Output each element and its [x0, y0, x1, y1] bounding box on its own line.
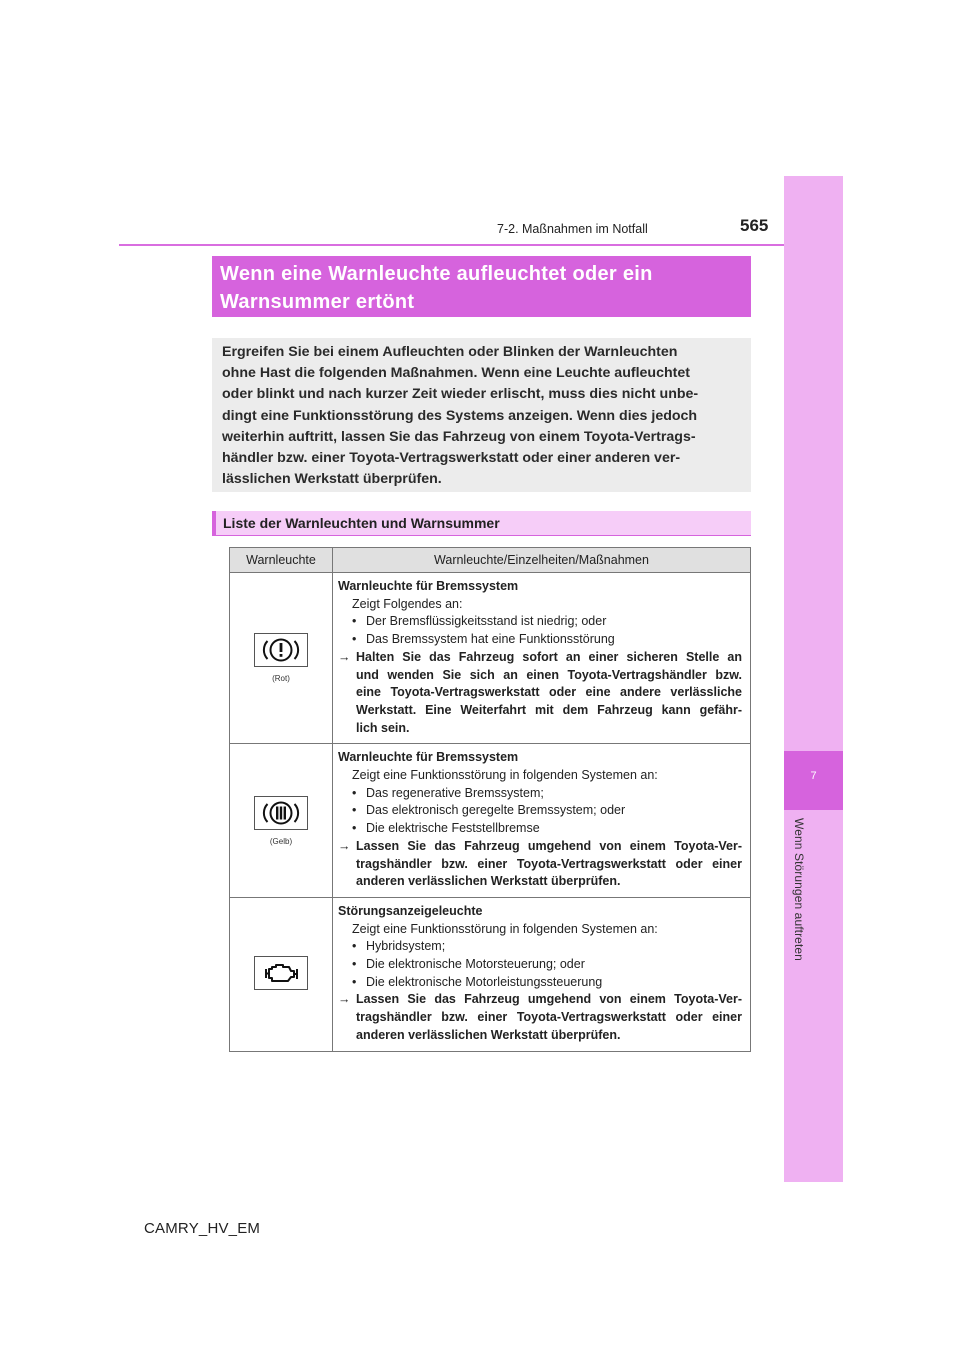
intro-line: weiterhin auftritt, lassen Sie das Fahrzeug von einem Toyota-Vertrags-	[222, 428, 696, 445]
page-title-line-1: Wenn eine Warnleuchte aufleuchtet oder ein	[220, 263, 653, 285]
intro-line: händler bzw. einer Toyota-Vertragswerkstatt oder einer anderen ver-	[222, 450, 681, 467]
table-row	[230, 744, 751, 898]
intro-line: lässlichen Werkstatt überprüfen.	[222, 471, 442, 488]
icon-caption: (Gelb)	[269, 836, 293, 846]
row-title: Warnleuchte für Bremssystem	[338, 579, 519, 593]
list-item: • Die elektronische Motorsteuerung; oder	[352, 957, 585, 972]
row-intro: Zeigt Folgendes an:	[352, 596, 463, 611]
sub-heading-rule	[212, 535, 751, 536]
row-title: Warnleuchte für Bremssystem	[338, 750, 519, 765]
intro-line: Ergreifen Sie bei einem Aufleuchten oder Blinken der Warnleuchten	[222, 344, 678, 360]
row-intro: Zeigt eine Funktionsstörung in folgenden Systemen an:	[352, 768, 658, 783]
header-rule	[119, 244, 784, 246]
page-title-line-2: Warnsummer ertönt	[220, 291, 415, 313]
brake-system-icon	[254, 796, 308, 830]
arrow-icon: →	[338, 649, 351, 664]
list-item: • Das elektronisch geregelte Bremssystem; oder	[352, 803, 626, 818]
details-cell	[333, 573, 751, 744]
arrow-icon: →	[338, 992, 351, 1007]
page-title	[212, 256, 751, 317]
chapter-side-tab	[784, 176, 843, 1182]
action-text: → Lassen Sie das Fahrzeug umgehend von einem Toyota-Ver- tragshändler bzw. einer Toyota-Vertragswerkstatt oder einer anderen verlässlichen Werkstatt überprüfen.	[338, 838, 742, 889]
list-item: • Das Bremssystem hat eine Funktionsstörung	[352, 632, 615, 647]
row-intro: Zeigt eine Funktionsstörung in folgenden Systemen an:	[352, 921, 658, 936]
engine-icon	[254, 956, 308, 990]
column-header-warnleuchte: Warnleuchte	[230, 548, 333, 573]
action-text: → Lassen Sie das Fahrzeug umgehend von einem Toyota-Ver- tragshändler bzw. einer Toyota-Vertragswerkstatt oder einer anderen verlässlichen Werkstatt überprüfen.	[338, 992, 742, 1042]
list-item: • Die elektrische Feststellbremse	[352, 821, 540, 836]
intro-text	[212, 338, 751, 492]
list-item: • Der Bremsflüssigkeitsstand ist niedrig; oder	[352, 614, 607, 629]
icon-cell	[230, 744, 333, 898]
details-cell	[333, 744, 751, 898]
list-item: • Hybridsystem;	[352, 939, 446, 954]
icon-cell	[230, 897, 333, 1051]
row-title: Störungsanzeigeleuchte	[338, 903, 483, 918]
list-item: • Das regenerative Bremssystem;	[352, 785, 544, 800]
intro-line: oder blinkt und nach kurzer Zeit wieder erlischt, muss dies nicht unbe-	[222, 386, 699, 403]
warning-light-table	[229, 547, 751, 1052]
page-number: 565	[740, 216, 769, 235]
intro-line: dingt eine Funktionsstörung des Systems anzeigen. Wenn dies jedoch	[222, 407, 698, 424]
icon-cell	[230, 573, 333, 744]
sub-heading: Liste der Warnleuchten und Warnsummer	[212, 511, 751, 536]
action-text: → Halten Sie das Fahrzeug sofort an einer sicheren Stelle an und wenden Sie sich an einen Toyota-Vertragshändler bzw. eine Toyota-Vertragswerkstatt oder eine andere verlässliche Werkstatt. Eine Weiterfahrt mit dem Fahrzeug kann gefähr- lich sein.	[338, 649, 742, 735]
arrow-icon: →	[338, 838, 351, 853]
brake-warning-icon	[254, 633, 308, 667]
document-code: CAMRY_HV_EM	[144, 1220, 261, 1237]
chapter-number: 7	[810, 770, 817, 782]
table-header-row	[230, 548, 751, 573]
intro-line: ohne Hast die folgenden Maßnahmen. Wenn eine Leuchte aufleuchtet	[222, 365, 690, 382]
table-row	[230, 897, 751, 1051]
chapter-title: Wenn Störungen auftreten	[792, 818, 806, 961]
icon-caption: (Rot)	[272, 674, 290, 684]
column-header-details: Warnleuchte/Einzelheiten/Maßnahmen	[333, 548, 751, 573]
section-title: 7-2. Maßnahmen im Notfall	[497, 222, 648, 236]
details-cell	[333, 897, 751, 1051]
table-row	[230, 573, 751, 744]
list-item: • Die elektronische Motorleistungssteuerung	[352, 974, 603, 989]
